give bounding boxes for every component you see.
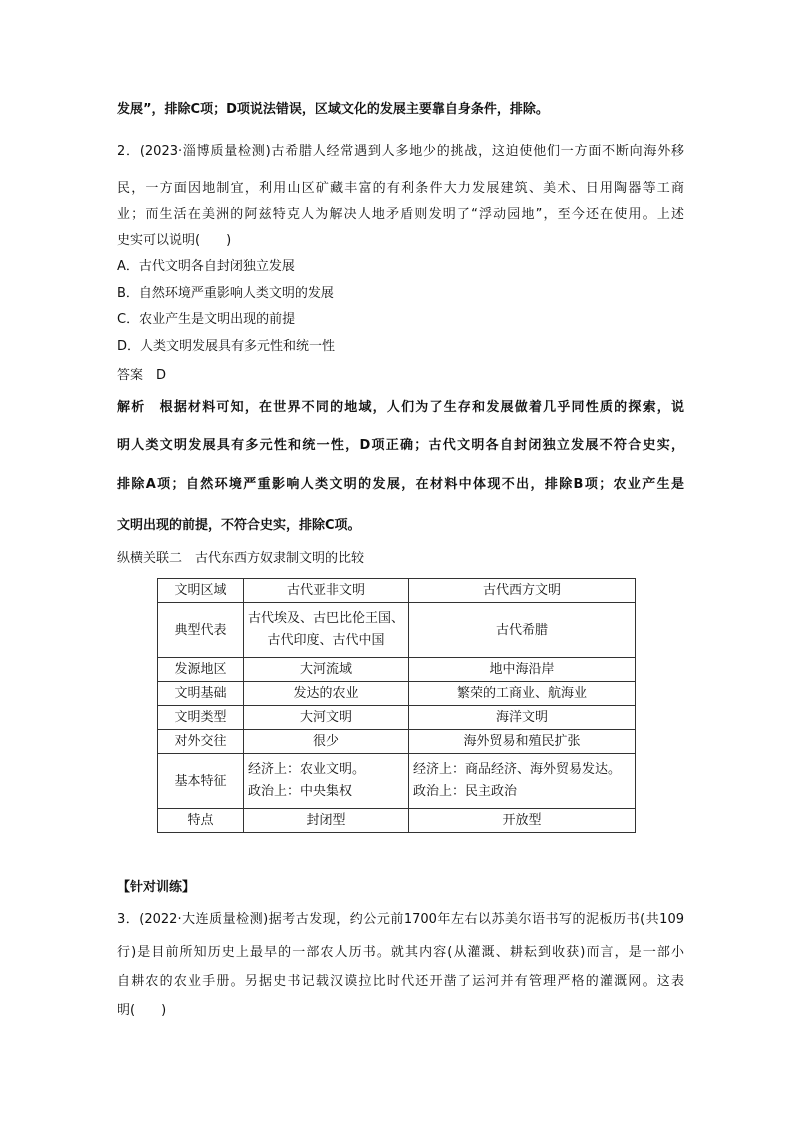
west-cell: 古代希腊 xyxy=(409,603,636,658)
q2-option-b: B．自然环境严重影响人类文明的发展 xyxy=(117,286,334,301)
cell-text: 经济上：商品经济、海外贸易发达。 xyxy=(413,762,622,777)
cell-text: 政治上：中央集权 xyxy=(248,784,353,799)
west-cell: 开放型 xyxy=(409,809,636,833)
table-row xyxy=(158,754,636,809)
cell-text: 经济上：农业文明。 xyxy=(248,762,366,777)
q2-answer: 答案 D xyxy=(117,368,167,383)
q2-stem-line: 史实可以说明( ) xyxy=(117,233,232,248)
q3-stem-line: 行)是目前所知历史上最早的一部农人历书。就其内容(从灌溉、耕耘到收获)而言，是一部小 xyxy=(117,945,684,960)
q2-option-c: C．农业产生是文明出现的前提 xyxy=(117,312,296,327)
q2-option-a: A．古代文明各自封闭独立发展 xyxy=(117,259,295,274)
cell-text: 政治上：民主政治 xyxy=(413,784,518,799)
q3-stem-line: 3．(2022·大连质量检测)据考古发现，约公元前1700年左右以苏美尔语书写的泥板历书(共109 xyxy=(117,912,684,927)
table-header-cell: 古代亚非文明 xyxy=(244,579,409,603)
row-label: 文明类型 xyxy=(158,706,244,730)
east-cell: 发达的农业 xyxy=(244,682,409,706)
east-cell: 大河文明 xyxy=(244,706,409,730)
q2-analysis-line: 解析 根据材料可知，在世界不同的地域，人们为了生存和发展做着几乎同性质的探索，说 xyxy=(117,400,684,415)
q2-analysis-line: 文明出现的前提，不符合史实，排除C项。 xyxy=(117,518,361,533)
west-cell: 海外贸易和殖民扩张 xyxy=(409,730,636,754)
cell-text: 古代印度、古代中国 xyxy=(267,633,385,648)
practice-heading: 【针对训练】 xyxy=(117,880,196,895)
table-row xyxy=(158,706,636,730)
row-label: 发源地区 xyxy=(158,658,244,682)
east-cell: 封闭型 xyxy=(244,809,409,833)
row-label: 基本特征 xyxy=(158,754,244,809)
row-label: 特点 xyxy=(158,809,244,833)
east-cell: 很少 xyxy=(244,730,409,754)
q2-stem-line: 民，一方面因地制宜，利用山区矿藏丰富的有利条件大力发展建筑、美术、日用陶器等工商 xyxy=(117,181,684,196)
q2-analysis-line: 明人类文明发展具有多元性和统一性，D项正确；古代文明各自封闭独立发展不符合史实， xyxy=(117,438,684,453)
row-label: 对外交往 xyxy=(158,730,244,754)
q2-analysis-line: 排除A项；自然环境严重影响人类文明的发展，在材料中体现不出，排除B项；农业产生是 xyxy=(117,477,684,492)
row-label: 文明基础 xyxy=(158,682,244,706)
row-label: 典型代表 xyxy=(158,603,244,658)
table-header-cell: 古代西方文明 xyxy=(409,579,636,603)
intro-line: 发展”，排除C项；D项说法错误，区域文化的发展主要靠自身条件，排除。 xyxy=(117,102,549,117)
q2-stem-line: 业；而生活在美洲的阿兹特克人为解决人地矛盾则发明了“浮动园地”，至今还在使用。上述 xyxy=(117,207,684,222)
table-row xyxy=(158,658,636,682)
table-row xyxy=(158,682,636,706)
section-title: 纵横关联二 古代东西方奴隶制文明的比较 xyxy=(117,551,365,566)
table-row xyxy=(158,730,636,754)
cell-text: 古代埃及、古巴比伦王国、 xyxy=(248,611,405,626)
table-header-cell: 文明区域 xyxy=(158,579,244,603)
east-cell: 大河流域 xyxy=(244,658,409,682)
table-header-row xyxy=(158,579,636,603)
west-cell: 繁荣的工商业、航海业 xyxy=(409,682,636,706)
west-cell: 地中海沿岸 xyxy=(409,658,636,682)
table-row xyxy=(158,809,636,833)
east-cell xyxy=(244,603,409,658)
comparison-table xyxy=(157,578,636,833)
west-cell: 海洋文明 xyxy=(409,706,636,730)
q2-option-d: D．人类文明发展具有多元性和统一性 xyxy=(117,339,336,354)
east-cell xyxy=(244,754,409,809)
west-cell xyxy=(409,754,636,809)
q2-stem-line: 2．(2023·淄博质量检测)古希腊人经常遇到人多地少的挑战，这迫使他们一方面不断向海外移 xyxy=(117,144,684,159)
q3-stem-line: 自耕农的农业手册。另据史书记载汉谟拉比时代还开凿了运河并有管理严格的灌溉网。这表 xyxy=(117,974,684,989)
q3-stem-line: 明( ) xyxy=(117,1003,167,1018)
table-row xyxy=(158,603,636,658)
